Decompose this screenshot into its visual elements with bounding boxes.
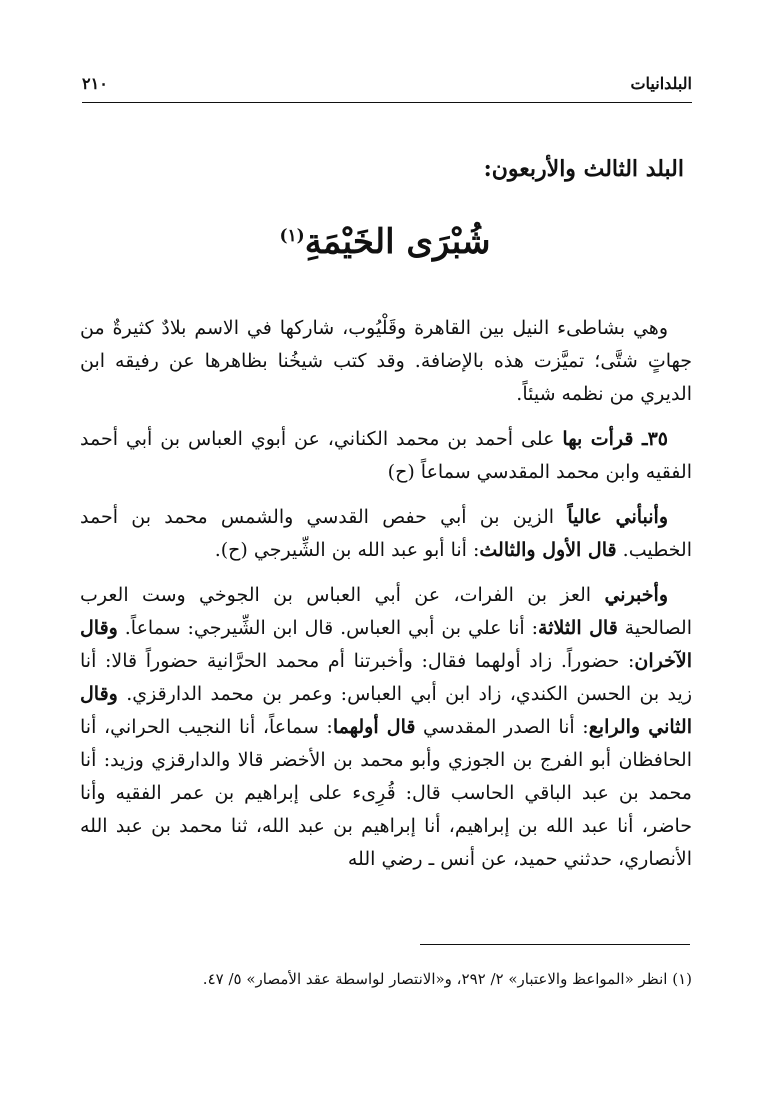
text-run: : أنا أبو عبد الله بن الشِّيرجي (ح).: [214, 539, 480, 561]
text-run: الزين بن أبي حفص القدسي والشمس محمد بن أحمد الخطيب.: [80, 506, 692, 561]
footnote: (١) انظر «المواعظ والاعتبار» ٢/ ٢٩٢، و«الانتصار لواسطة عقد الأمصار» ٥/ ٤٧.: [202, 970, 692, 988]
bold-phrase: قال الأول والثالث: [479, 539, 617, 561]
header-rule: [82, 102, 692, 103]
text-run: : سماعاً، أنا النجيب الحراني، أنا الحافظان أبو الفرج بن الجوزي وأبو محمد بن الأخضر قالا والدارقزي وزيد: أنا محمد بن عبد الباقي الحاسب قال: قُرِىء على إبراهيم بن عمر الفقيه وأنا حاضر، أنا عبد الله بن إبراهيم، أنا إبراهيم بن عبد الله، ثنا محمد بن عبد الله الأنصاري، حدثني حميد، عن أنس ـ رضي الله: [80, 716, 692, 870]
bold-phrase: وأنبأني عالياً: [567, 506, 669, 528]
bold-phrase: وأخبرني: [604, 584, 668, 606]
body-text: [80, 312, 692, 888]
bold-phrase: قال الثلاثة: [538, 617, 618, 639]
text-run: وهي بشاطىء النيل بين القاهرة وقَلْيُوب، شاركها في الاسم بلادٌ كثيرةٌ من جهاتٍ شتَّى؛ تميَّزت هذه بالإضافة. وقد كتب شيخُنا بظاهرها عن رفيقه ابن الديري من نظمه شيئاً.: [80, 317, 692, 405]
text-run: : أنا الصدر المقدسي: [415, 716, 589, 738]
bold-phrase: ٣٥ـ قرأت بها: [562, 428, 668, 450]
text-run: : أنا علي بن أبي العباس. قال ابن الشِّيرجي: سماعاً.: [117, 617, 539, 639]
bold-phrase: وقال الآخران: [80, 617, 692, 672]
paragraph: [80, 579, 692, 876]
place-title: [0, 222, 766, 262]
place-name: شُبْرَى الخَيْمَةِ: [304, 222, 491, 262]
text-run: العز بن الفرات، عن أبي العباس بن الجوخي وست العرب الصالحية: [80, 584, 692, 639]
footnote-rule: [420, 944, 690, 945]
running-title: البلدانيات: [630, 73, 692, 93]
text-run: على أحمد بن محمد الكناني، عن أبوي العباس بن أبي أحمد الفقيه وابن محمد المقدسي سماعاً (ح): [80, 428, 692, 483]
bold-phrase: وقال الثاني والرابع: [80, 683, 692, 738]
section-heading: البلد الثالث والأربعون:: [483, 156, 684, 182]
paragraph: [80, 423, 692, 489]
text-run: : حضوراً. زاد أولهما فقال: وأخبرتنا أم محمد الحرَّانية حضوراً قالا: أنا زيد بن الحسن الكندي، زاد ابن أبي العباس: وعمر بن محمد الدارقزي.: [80, 650, 692, 705]
page-header: [82, 70, 692, 96]
footnote-marker: (١): [279, 225, 305, 246]
page-number: ٢١٠: [82, 73, 108, 93]
paragraph: [80, 312, 692, 411]
paragraph: [80, 501, 692, 567]
bold-phrase: قال أولهما: [332, 716, 416, 738]
